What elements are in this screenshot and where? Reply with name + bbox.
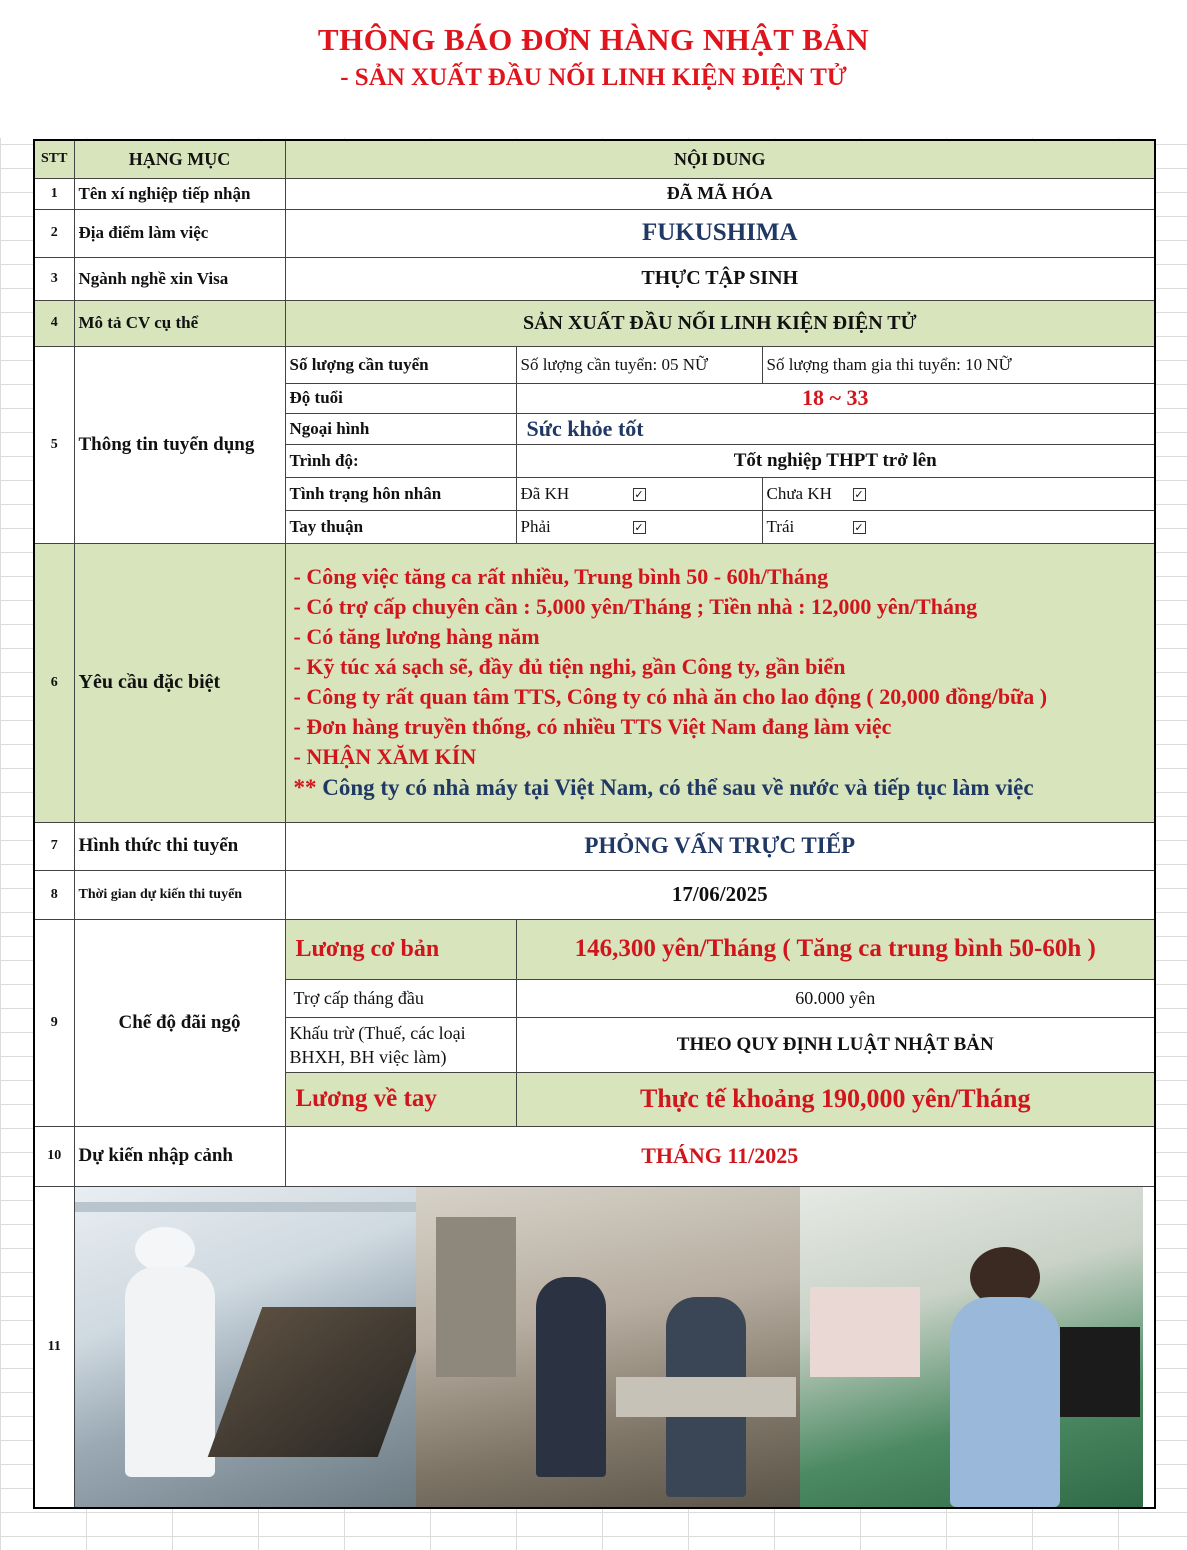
- header-category: HẠNG MỤC: [74, 140, 285, 178]
- stt-cell: 2: [34, 209, 74, 257]
- table-row: [34, 543, 1155, 822]
- requirement-line: - Đơn hàng truyền thống, có nhiều TTS Việt Nam đang làm việc: [293, 713, 892, 739]
- left-hand-label: Trái: [766, 516, 795, 536]
- stt-cell: 7: [34, 822, 74, 870]
- married-option: [516, 477, 762, 510]
- deduction-value: THEO QUY ĐỊNH LUẬT NHẬT BẢN: [516, 1017, 1155, 1072]
- factory-photo-2: [416, 1187, 800, 1507]
- appearance-value: Sức khỏe tốt: [516, 413, 1155, 444]
- row-label-company: Tên xí nghiệp tiếp nhận: [74, 178, 285, 209]
- table-row: [34, 870, 1155, 919]
- header-stt: STT: [34, 140, 74, 178]
- entry-value: THÁNG 11/2025: [285, 1126, 1155, 1186]
- header-content: NỘI DUNG: [285, 140, 1155, 178]
- requirement-note: [294, 772, 1147, 804]
- stt-cell: 6: [34, 543, 74, 822]
- stt-cell: 5: [34, 346, 74, 543]
- photo-strip: [75, 1187, 1155, 1507]
- stt-cell: 10: [34, 1126, 74, 1186]
- net-salary-label: Lương về tay: [285, 1072, 516, 1126]
- left-hand-checkbox[interactable]: ✓: [854, 521, 864, 535]
- table-header-row: [34, 140, 1155, 178]
- stt-cell: 3: [34, 257, 74, 300]
- exam-date-value: 17/06/2025: [285, 870, 1155, 919]
- age-value: 18 ~ 33: [516, 383, 1155, 413]
- hand-label: Tay thuận: [285, 510, 516, 543]
- married-label: Đã KH: [520, 483, 570, 503]
- appearance-label: Ngoại hình: [285, 413, 516, 444]
- photo-gallery: [74, 1186, 1155, 1508]
- first-month-allowance-value: 60.000 yên: [516, 979, 1155, 1017]
- row-label-location: Địa điểm làm việc: [74, 209, 285, 257]
- row-label-entry: Dự kiến nhập cảnh: [74, 1126, 285, 1186]
- page-title: THÔNG BÁO ĐƠN HÀNG NHẬT BẢN: [317, 22, 870, 57]
- row-label-benefits: Chế độ đãi ngộ: [74, 919, 285, 1126]
- exam-form-value: PHỎNG VẤN TRỰC TIẾP: [285, 822, 1155, 870]
- stt-cell: 1: [34, 178, 74, 209]
- job-order-table: [33, 139, 1156, 1509]
- table-row: [34, 209, 1155, 257]
- job-description-value: SẢN XUẤT ĐẦU NỐI LINH KIỆN ĐIỆN TỬ: [285, 300, 1155, 346]
- age-label: Độ tuổi: [285, 383, 516, 413]
- table-row: [34, 822, 1155, 870]
- single-checkbox[interactable]: ✓: [854, 488, 864, 502]
- table-row: [34, 178, 1155, 209]
- base-salary-value: 146,300 yên/Tháng ( Tăng ca trung bình 50-60h ): [516, 919, 1155, 979]
- table-row: [34, 257, 1155, 300]
- education-value: Tốt nghiệp THPT trở lên: [516, 444, 1155, 477]
- requirement-line: - Công việc tăng ca rất nhiều, Trung bình 50 - 60h/Tháng: [293, 563, 829, 589]
- base-salary-label: Lương cơ bản: [285, 919, 516, 979]
- company-value: ĐÃ MÃ HÓA: [285, 178, 1155, 209]
- quantity-needed: Số lượng cần tuyển: 05 NỮ: [516, 346, 762, 383]
- row-label-exam-date: Thời gian dự kiến thi tuyển: [74, 870, 285, 919]
- table-row: [34, 1126, 1155, 1186]
- visa-value: THỰC TẬP SINH: [285, 257, 1155, 300]
- stt-cell: 8: [34, 870, 74, 919]
- location-value: FUKUSHIMA: [285, 209, 1155, 257]
- row-label-visa: Ngành nghề xin Visa: [74, 257, 285, 300]
- table-row: [34, 919, 1155, 979]
- requirement-line: - Có tăng lương hàng năm: [293, 623, 540, 649]
- stt-cell: 4: [34, 300, 74, 346]
- single-option: [762, 477, 1155, 510]
- right-hand-option: [516, 510, 762, 543]
- education-label: Trình độ:: [285, 444, 516, 477]
- table-row: [34, 346, 1155, 383]
- first-month-allowance-label: Trợ cấp tháng đầu: [285, 979, 516, 1017]
- stt-cell: 11: [34, 1186, 74, 1508]
- table-row: [34, 1186, 1155, 1508]
- married-checkbox[interactable]: ✓: [634, 488, 644, 502]
- factory-photo-1: [75, 1187, 416, 1507]
- left-hand-option: [762, 510, 1155, 543]
- row-label-special: Yêu cầu đặc biệt: [74, 543, 285, 822]
- note-text: Công ty có nhà máy tại Việt Nam, có thể sau về nước và tiếp tục làm việc: [316, 774, 1034, 800]
- title-block: [0, 0, 1187, 138]
- requirement-line: - Kỹ túc xá sạch sẽ, đầy đủ tiện nghi, gần Công ty, gần biển: [293, 653, 846, 679]
- marital-label: Tình trạng hôn nhân: [285, 477, 516, 510]
- row-label-job-description: Mô tả CV cụ thể: [74, 300, 285, 346]
- stt-cell: 9: [34, 919, 74, 1126]
- deduction-label: Khấu trừ (Thuế, các loại BHXH, BH việc làm): [285, 1017, 516, 1072]
- requirement-line: - Công ty rất quan tâm TTS, Công ty có nhà ăn cho lao động ( 20,000 đồng/bữa ): [293, 683, 1048, 709]
- requirement-line: - Có trợ cấp chuyên cần : 5,000 yên/Tháng ; Tiền nhà : 12,000 yên/Tháng: [293, 593, 978, 619]
- special-requirements: [285, 543, 1155, 822]
- quantity-label: Số lượng cần tuyển: [285, 346, 516, 383]
- page-subtitle: - SẢN XUẤT ĐẦU NỐI LINH KIỆN ĐIỆN TỬ: [340, 64, 847, 91]
- single-label: Chưa KH: [766, 483, 832, 503]
- row-label-exam-form: Hình thức thi tuyển: [74, 822, 285, 870]
- note-prefix: **: [293, 774, 317, 800]
- factory-photo-3: [800, 1187, 1143, 1507]
- row-label-recruitment: Thông tin tuyển dụng: [74, 346, 285, 543]
- table-row: [34, 300, 1155, 346]
- right-hand-label: Phải: [520, 516, 551, 536]
- requirement-line: - NHẬN XĂM KÍN: [293, 743, 477, 769]
- right-hand-checkbox[interactable]: ✓: [634, 521, 644, 535]
- net-salary-value: Thực tế khoảng 190,000 yên/Tháng: [516, 1072, 1155, 1126]
- quantity-exam: Số lượng tham gia thi tuyển: 10 NỮ: [762, 346, 1155, 383]
